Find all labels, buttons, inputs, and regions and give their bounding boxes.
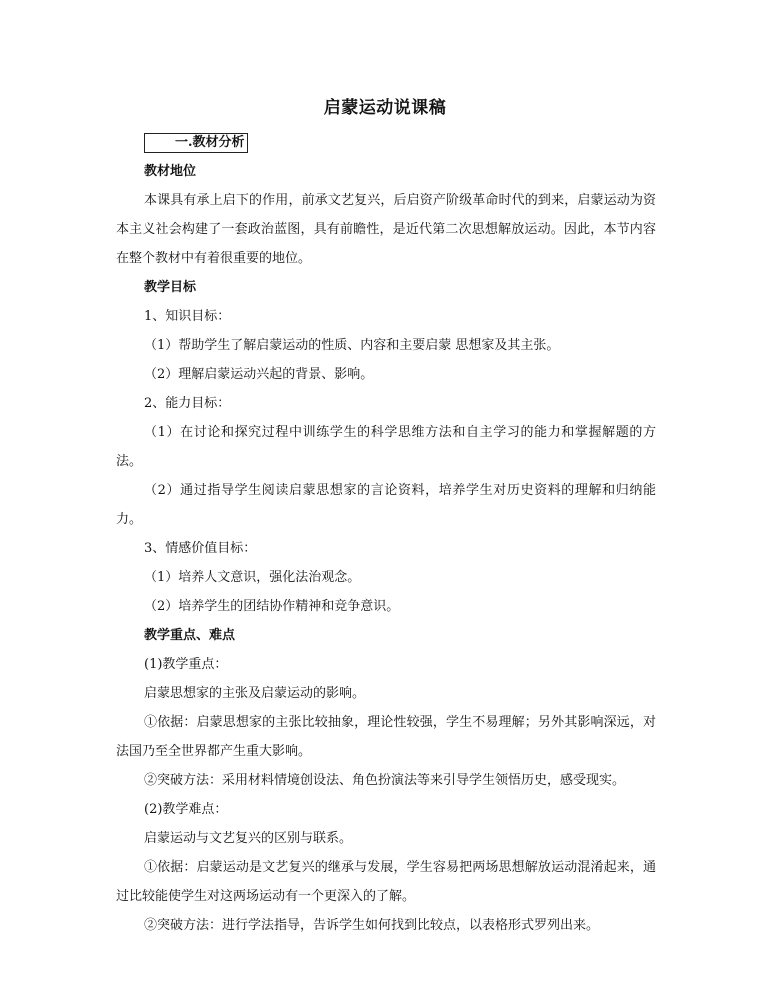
goal3-item2: （2）培养学生的团结协作精神和竞争意识。: [144, 599, 400, 614]
subheading-position: 教材地位: [144, 164, 197, 179]
subheading-goals: 教学目标: [144, 280, 197, 295]
document-title: 启蒙运动说课稿: [323, 98, 447, 118]
section-heading-row: [116, 128, 656, 157]
difficulty-basis: ①依据：启蒙运动是文艺复兴的继承与发展，学生容易把两场思想解放运动混淆起来，通过比较能使学生对这两场运动有一个更深入的了解。: [116, 860, 656, 904]
goal3-item1: （1）培养人文意识，强化法治观念。: [144, 570, 361, 585]
key-content: 启蒙思想家的主张及启蒙运动的影响。: [144, 686, 366, 701]
goal3-title: 3、情感价值目标：: [144, 541, 257, 556]
subheading-keypoints: 教学重点、难点: [144, 628, 236, 643]
goal2-item1: （1）在讨论和探究过程中训练学生的科学思维方法和自主学习的能力和掌握解题的方法。: [116, 425, 656, 469]
key-basis: ①依据：启蒙思想家的主张比较抽象，理论性较强，学生不易理解；另外其影响深远，对法国乃至全世界都产生重大影响。: [116, 715, 656, 759]
section-heading: 一.教材分析: [144, 133, 248, 153]
difficulty-method: ②突破方法：进行学法指导，告诉学生如何找到比较点，以表格形式罗列出来。: [144, 918, 600, 933]
paragraph-position: 本课具有承上启下的作用，前承文艺复兴，后启资产阶级革命时代的到来，启蒙运动为资本主义社会构建了一套政治蓝图，具有前瞻性，是近代第二次思想解放运动。因此，本节内容在整个教材中有着很重要的地位。: [116, 193, 656, 266]
difficulty-content: 启蒙运动与文艺复兴的区别与联系。: [144, 831, 353, 846]
goal1-title: 1、知识目标：: [144, 309, 231, 324]
goal2-item2: （2）通过指导学生阅读启蒙思想家的言论资料，培养学生对历史资料的理解和归纳能力。: [116, 483, 656, 527]
key-label: (1)教学重点：: [144, 657, 228, 672]
goal2-title: 2、能力目标：: [144, 396, 231, 411]
difficulty-label: (2)教学难点：: [144, 802, 228, 817]
goal1-item1: （1）帮助学生了解启蒙运动的性质、内容和主要启蒙 思想家及其主张。: [144, 338, 560, 353]
document-body: [116, 128, 656, 940]
goal1-item2: （2）理解启蒙运动兴起的背景、影响。: [144, 367, 374, 382]
key-method: ②突破方法：采用材料情境创设法、角色扮演法等来引导学生领悟历史，感受现实。: [144, 773, 626, 788]
